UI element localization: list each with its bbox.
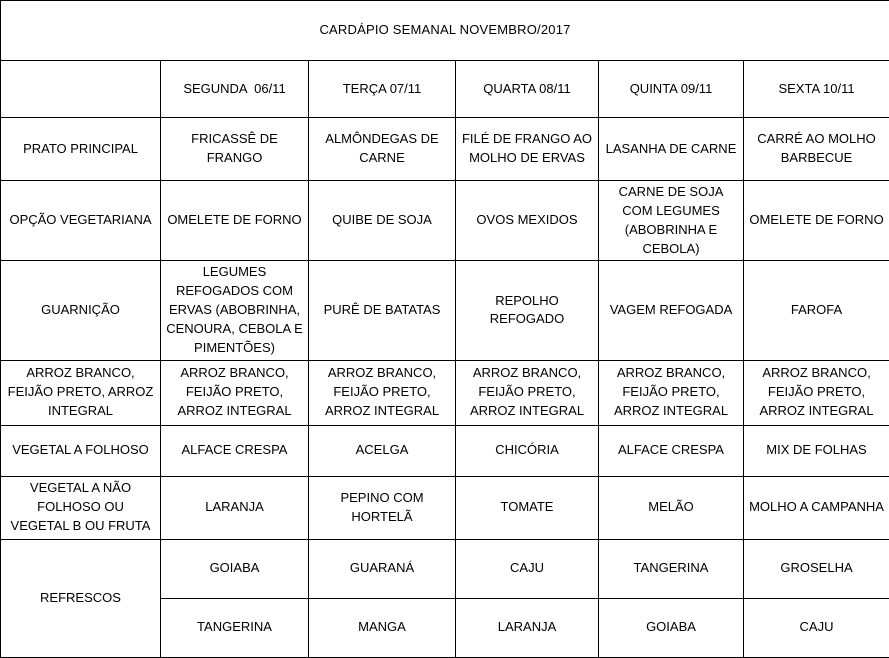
menu-cell: ARROZ BRANCO, FEIJÃO PRETO, ARROZ INTEGRAL (456, 360, 599, 425)
menu-cell: ARROZ BRANCO, FEIJÃO PRETO, ARROZ INTEGRAL (309, 360, 456, 425)
row-label-refrescos: REFRESCOS (1, 539, 161, 657)
menu-cell: CAJU (456, 539, 599, 598)
menu-cell: FRICASSÊ DE FRANGO (161, 118, 309, 181)
menu-cell: MIX DE FOLHAS (744, 425, 889, 476)
title-row (1, 1, 889, 61)
header-row (1, 61, 889, 118)
menu-cell: REPOLHO REFOGADO (456, 261, 599, 360)
menu-cell: LARANJA (161, 476, 309, 539)
menu-cell: FAROFA (744, 261, 889, 360)
table-row-guarnicao (1, 261, 889, 360)
table-row-vegetal-folhoso (1, 425, 889, 476)
menu-cell: CHICÓRIA (456, 425, 599, 476)
column-header-segunda: SEGUNDA 06/11 (161, 61, 309, 118)
column-header-quinta: QUINTA 09/11 (599, 61, 744, 118)
menu-cell: MANGA (309, 598, 456, 657)
table-row-arroz-feijao (1, 360, 889, 425)
row-label-arroz-feijao: ARROZ BRANCO, FEIJÃO PRETO, ARROZ INTEGRAL (1, 360, 161, 425)
row-label-guarnicao: GUARNIÇÃO (1, 261, 161, 360)
menu-cell: MOLHO A CAMPANHA (744, 476, 889, 539)
menu-cell: ALMÔNDEGAS DE CARNE (309, 118, 456, 181)
table-row-opcao-vegetariana (1, 181, 889, 261)
row-label-prato-principal: PRATO PRINCIPAL (1, 118, 161, 181)
menu-cell: ALFACE CRESPA (161, 425, 309, 476)
menu-cell: OMELETE DE FORNO (744, 181, 889, 261)
menu-cell: ARROZ BRANCO, FEIJÃO PRETO, ARROZ INTEGRAL (599, 360, 744, 425)
menu-cell: VAGEM REFOGADA (599, 261, 744, 360)
menu-cell: TANGERINA (599, 539, 744, 598)
column-header-quarta: QUARTA 08/11 (456, 61, 599, 118)
menu-cell: ACELGA (309, 425, 456, 476)
menu-cell: TANGERINA (161, 598, 309, 657)
menu-cell: MELÃO (599, 476, 744, 539)
menu-cell: GROSELHA (744, 539, 889, 598)
menu-cell: OMELETE DE FORNO (161, 181, 309, 261)
menu-cell: TOMATE (456, 476, 599, 539)
menu-cell: GUARANÁ (309, 539, 456, 598)
menu-cell: CARNE DE SOJA COM LEGUMES (ABOBRINHA E CEBOLA) (599, 181, 744, 261)
table-row-refrescos-1 (1, 539, 889, 598)
table-row-vegetal-nao-folhoso (1, 476, 889, 539)
menu-cell: FILÉ DE FRANGO AO MOLHO DE ERVAS (456, 118, 599, 181)
menu-cell: PEPINO COM HORTELÃ (309, 476, 456, 539)
page-title: CARDÁPIO SEMANAL NOVEMBRO/2017 (1, 1, 889, 61)
row-label-vegetal-folhoso: VEGETAL A FOLHOSO (1, 425, 161, 476)
corner-cell (1, 61, 161, 118)
menu-cell: GOIABA (599, 598, 744, 657)
row-label-opcao-vegetariana: OPÇÃO VEGETARIANA (1, 181, 161, 261)
menu-cell: ALFACE CRESPA (599, 425, 744, 476)
menu-cell: QUIBE DE SOJA (309, 181, 456, 261)
column-header-terca: TERÇA 07/11 (309, 61, 456, 118)
menu-cell: LARANJA (456, 598, 599, 657)
menu-cell: PURÊ DE BATATAS (309, 261, 456, 360)
menu-cell: ARROZ BRANCO, FEIJÃO PRETO, ARROZ INTEGRAL (744, 360, 889, 425)
menu-cell: ARROZ BRANCO, FEIJÃO PRETO, ARROZ INTEGRAL (161, 360, 309, 425)
row-label-vegetal-nao-folhoso: VEGETAL A NÃO FOLHOSO OU VEGETAL B OU FRUTA (1, 476, 161, 539)
menu-cell: LEGUMES REFOGADOS COM ERVAS (ABOBRINHA, CENOURA, CEBOLA E PIMENTÕES) (161, 261, 309, 360)
menu-cell: CARRÉ AO MOLHO BARBECUE (744, 118, 889, 181)
column-header-sexta: SEXTA 10/11 (744, 61, 889, 118)
menu-cell: GOIABA (161, 539, 309, 598)
menu-cell: OVOS MEXIDOS (456, 181, 599, 261)
table-row-prato-principal (1, 118, 889, 181)
menu-cell: LASANHA DE CARNE (599, 118, 744, 181)
menu-cell: CAJU (744, 598, 889, 657)
